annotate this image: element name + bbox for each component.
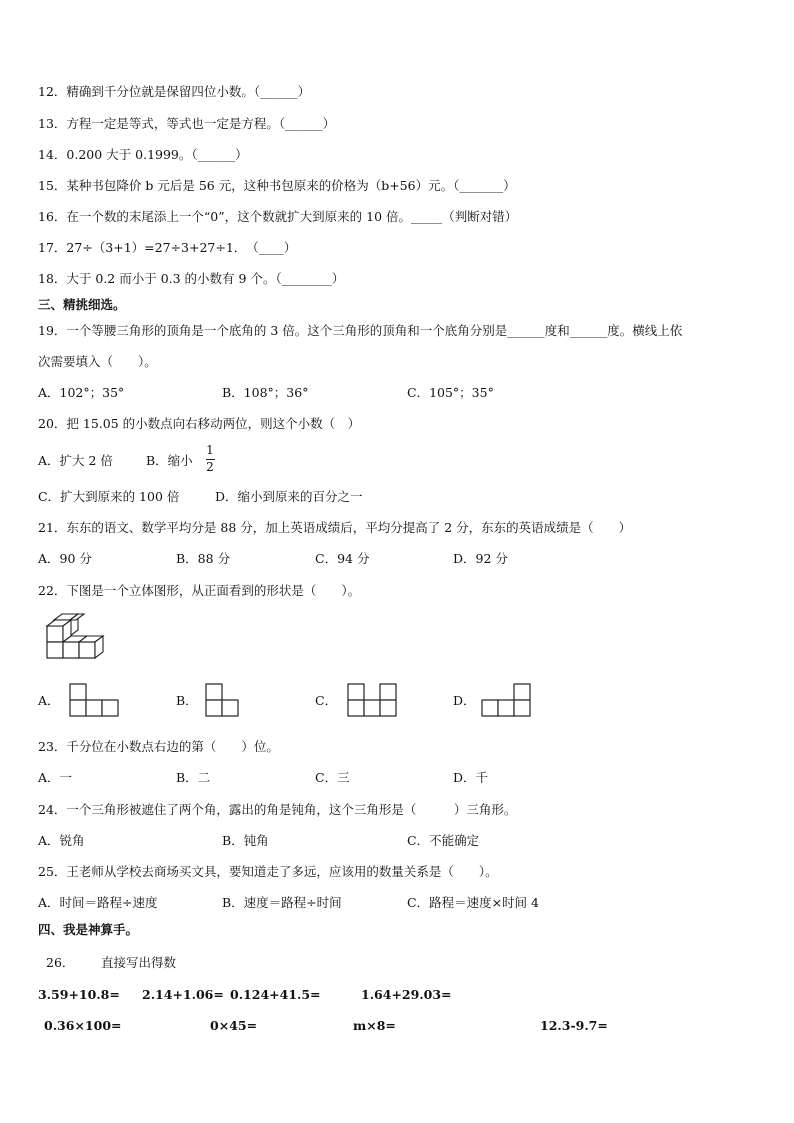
cube-stack-figure [44,612,108,664]
question-19-stem-line1: 19．一个等腰三角形的顶角是一个底角的 3 倍。这个三角形的顶角和一个底角分别是______度和______度。横线上依 [38,323,683,338]
question-18: 18．大于 0.2 而小于 0.3 的小数有 9 个。（________） [38,271,345,286]
option-d-shape [482,684,534,718]
question-22-stem: 22．下图是一个立体图形，从正面看到的形状是（ ）。 [38,583,361,598]
cube-front-face [47,626,63,642]
question-19-stem-line2: 次需要填入（ ）。 [38,354,157,369]
question-21-option-b: B．88 分 [176,551,231,566]
option-c-shape [348,684,400,718]
question-22-option-c: C． [315,693,338,708]
calc-item: 0.124+41.5= [230,987,321,1002]
question-23-option-c: C．三 [315,770,350,785]
question-13: 13．方程一定是等式，等式也一定是方程。（______） [38,116,336,131]
cube-front-face [63,642,79,658]
question-22-option-d: D． [453,693,476,708]
section-3-heading: 三、精挑细选。 [38,297,126,312]
question-21-stem: 21．东东的语文、数学平均分是 88 分，加上英语成绩后，平均分提高了 2 分，东东的英语成绩是（ ） [38,520,632,535]
calc-item: 3.59+10.8= [38,987,120,1002]
question-20-option-b: B．缩小 [146,453,193,468]
fraction-denominator: 2 [206,460,214,474]
question-24-option-a: A．锐角 [38,833,85,848]
question-25-option-b: B．速度＝路程÷时间 [222,895,342,910]
question-23-option-a: A．一 [38,770,73,785]
calc-item: m×8= [353,1018,396,1033]
question-26-title: 直接写出得数 [101,955,177,970]
question-19-option-b: B．108°；36° [222,385,309,400]
cube-front-face [47,642,63,658]
option-b-shape [206,684,242,718]
question-23-option-d: D．千 [453,770,489,785]
question-20-stem: 20．把 15.05 的小数点向右移动两位，则这个小数（ ） [38,416,361,431]
question-12: 12．精确到千分位就是保留四位小数。（______） [38,84,311,99]
question-19-option-c: C．105°；35° [407,385,494,400]
question-25-option-c: C．路程＝速度×时间 4 [407,895,539,910]
question-14: 14．0.200 大于 0.1999。（______） [38,147,248,162]
question-22-option-b: B． [176,693,198,708]
question-16: 16．在一个数的末尾添上一个“0”，这个数就扩大到原来的 10 倍。_____（判断对错） [38,209,518,224]
section-4-heading: 四、我是神算手。 [38,922,139,937]
question-24-option-b: B．钝角 [222,833,269,848]
cube-front-face [79,642,95,658]
calc-item: 12.3-9.7= [540,1018,608,1033]
question-20-option-a: A．扩大 2 倍 [38,453,113,468]
question-24-option-c: C．不能确定 [407,833,480,848]
calc-item: 1.64+29.03= [361,987,452,1002]
question-15: 15．某种书包降价 b 元后是 56 元，这种书包原来的价格为（b+56）元。（_______） [38,178,516,193]
question-21-option-a: A．90 分 [38,551,92,566]
question-24-stem: 24．一个三角形被遮住了两个角，露出的角是钝角，这个三角形是（ ）三角形。 [38,802,517,817]
calc-item: 0.36×100= [44,1018,122,1033]
fraction-numerator: 1 [206,443,214,457]
question-23-option-b: B．二 [176,770,211,785]
question-25-option-a: A．时间＝路程÷速度 [38,895,158,910]
question-21-option-c: C．94 分 [315,551,370,566]
option-a-shape [70,684,122,718]
question-20-option-d: D．缩小到原来的百分之一 [215,489,363,504]
question-23-stem: 23．千分位在小数点右边的第（ ）位。 [38,739,279,754]
question-19-option-a: A．102°；35° [38,385,125,400]
question-20-option-c: C．扩大到原来的 100 倍 [38,489,180,504]
question-22-option-a: A． [38,693,60,708]
calc-item: 2.14+1.06= [142,987,224,1002]
question-21-option-d: D．92 分 [453,551,508,566]
question-17: 17．27÷（3+1）=27÷3+27÷1． （____） [38,240,297,255]
calc-item: 0×45= [210,1018,258,1033]
question-25-stem: 25．王老师从学校去商场买文具，要知道走了多远，应该用的数量关系是（ ）。 [38,864,498,879]
question-26-number: 26． [46,955,75,970]
